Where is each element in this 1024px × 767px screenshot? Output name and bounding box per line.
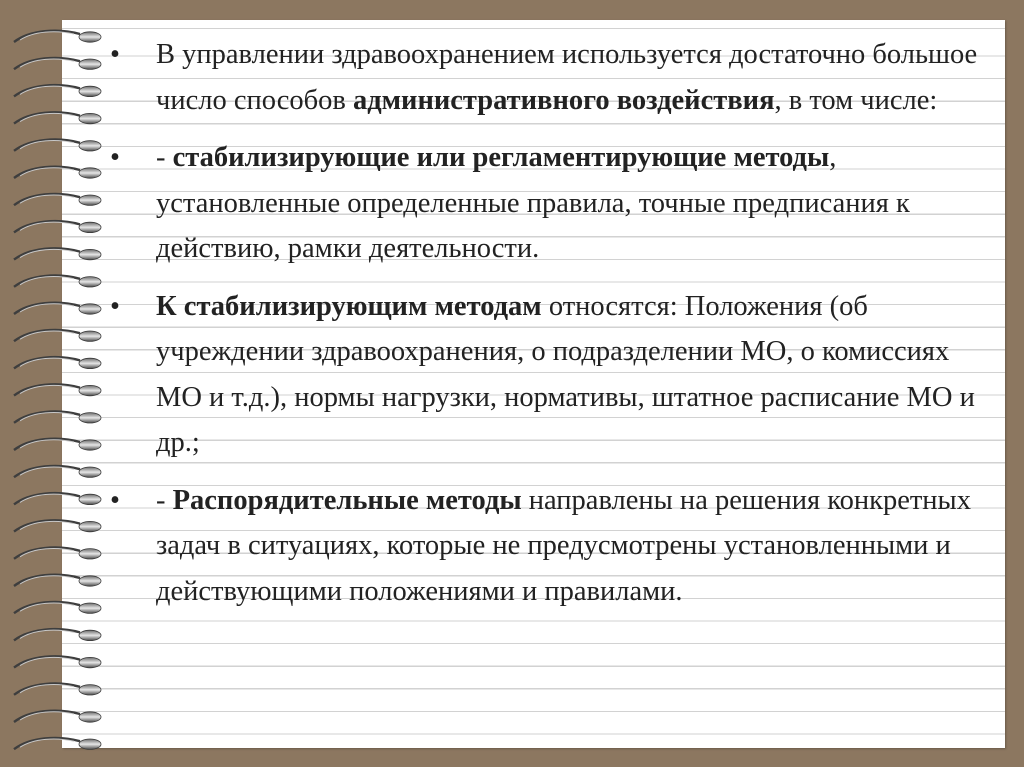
spiral-ring [14,439,101,450]
item-bold-text: Распорядительные методы [172,484,522,516]
item-text: - [156,142,173,173]
bullet-item [110,284,990,466]
spiral-ring [14,711,101,722]
bullet-item [110,32,990,123]
item-text: В управлении здравоохранением используется достаточно большое число способов [156,39,978,116]
spiral-ring [14,493,101,504]
bullet-item [110,135,990,272]
item-text: направлены на решения конкретных задач в ситуациях, которые не предусмотрены установленными и действующими положениями и правилами. [156,484,971,607]
spiral-ring [14,384,101,395]
spiral-ring [14,466,101,477]
spiral-binding [0,0,120,767]
spiral-ring [14,303,101,314]
bullet-marker: • [110,142,120,173]
spiral-ring [14,548,101,559]
item-text: , установленные определенные правила, точные предписания к действию, рамки деятельности. [156,142,910,264]
spiral-ring [14,330,101,341]
item-bold-text: стабилизирующие или регламентирующие методы [172,142,830,173]
spiral-ring [14,167,101,178]
item-text: относятся: Положения (об учреждении здравоохранения, о подразделении МО, о комиссиях МО и т.д.), нормы нагрузки, нормативы, штатное расписание МО и др.; [156,290,975,458]
spiral-ring [14,412,101,423]
spiral-ring [14,602,101,613]
spiral-ring [14,629,101,640]
spiral-ring [14,520,101,531]
spiral-ring [14,684,101,695]
item-text: , в том числе: [774,84,938,116]
spiral-ring [14,112,101,123]
bullet-item [110,478,990,615]
bullet-marker: • [110,290,120,322]
spiral-ring [14,31,101,42]
spiral-ring [14,140,101,151]
item-bold-text: административного воздействия [352,84,775,116]
spiral-ring [14,738,101,749]
item-bold-text: К стабилизирующим методам [156,290,542,322]
slide-content [110,32,990,626]
spiral-ring [14,221,101,232]
spiral-ring [14,194,101,205]
spiral-ring [14,58,101,69]
item-text: - [156,484,173,516]
spiral-ring [14,276,101,287]
spiral-ring [14,248,101,259]
spiral-ring [14,575,101,586]
spiral-ring [14,85,101,96]
bullet-marker: • [110,484,120,516]
spiral-ring [14,357,101,368]
bullet-marker: • [110,39,120,70]
spiral-ring [14,656,101,667]
